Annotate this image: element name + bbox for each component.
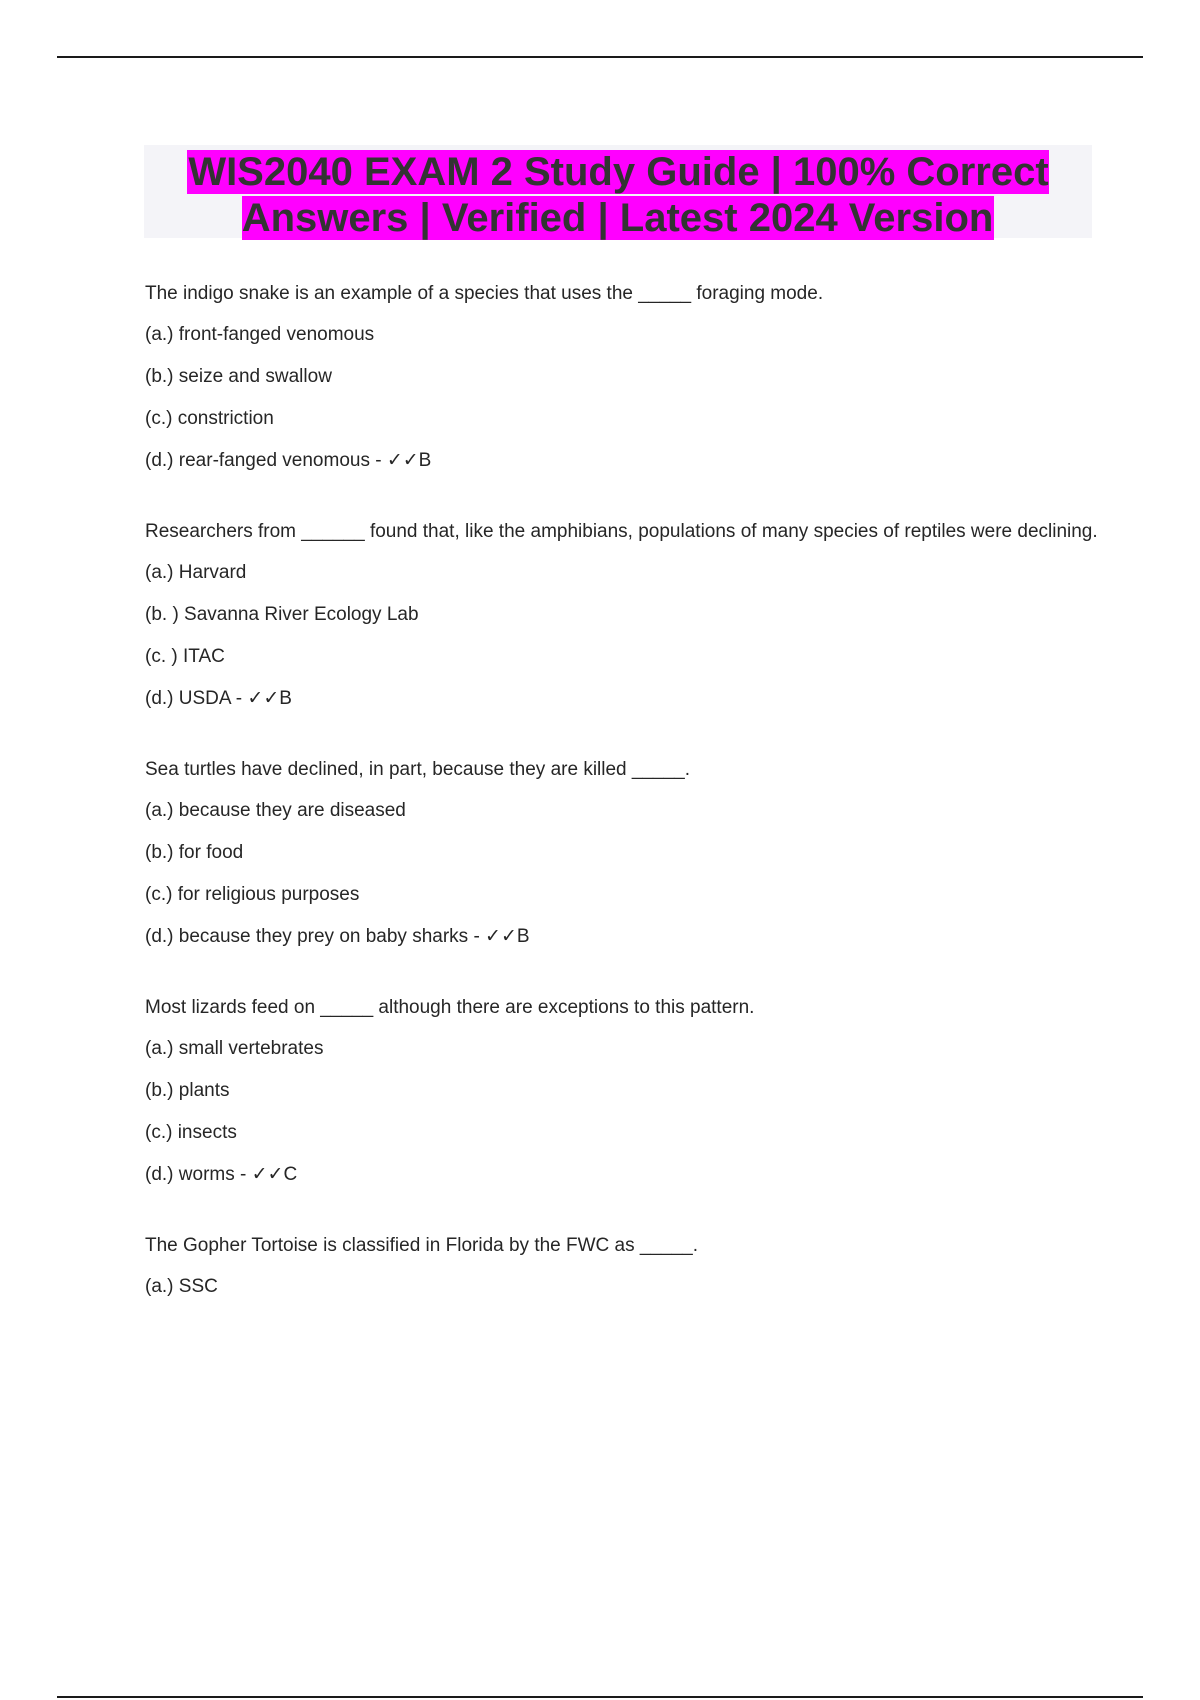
answer-option: (b.) plants bbox=[145, 1080, 230, 1101]
answer-option: (c. ) ITAC bbox=[145, 646, 225, 667]
answer-option: (a.) small vertebrates bbox=[145, 1038, 324, 1059]
question-text: Sea turtles have declined, in part, because they are killed _____. bbox=[145, 759, 691, 780]
answer-option: (b.) for food bbox=[145, 842, 244, 863]
answer-option: (a.) SSC bbox=[145, 1276, 218, 1297]
question-block bbox=[145, 756, 1105, 951]
question-text: The indigo snake is an example of a species that uses the _____ foraging mode. bbox=[145, 283, 824, 304]
question-block bbox=[145, 994, 1105, 1189]
answer-option: (d.) rear-fanged venomous - ✓✓B bbox=[145, 450, 432, 471]
answer-option: (c.) constriction bbox=[145, 408, 274, 429]
answer-option: (d.) because they prey on baby sharks - ✓✓B bbox=[145, 926, 530, 947]
title-banner bbox=[144, 145, 1092, 238]
question-block bbox=[145, 1232, 1105, 1301]
answer-option: (b. ) Savanna River Ecology Lab bbox=[145, 604, 419, 625]
answer-option: (a.) front-fanged venomous bbox=[145, 324, 375, 345]
document-title bbox=[144, 145, 1092, 241]
question-text: The Gopher Tortoise is classified in Florida by the FWC as _____. bbox=[145, 1235, 699, 1256]
bottom-rule bbox=[57, 1696, 1143, 1698]
answer-option: (b.) seize and swallow bbox=[145, 366, 332, 387]
answer-option: (c.) insects bbox=[145, 1122, 237, 1143]
question-text: Most lizards feed on _____ although there are exceptions to this pattern. bbox=[145, 997, 755, 1018]
answer-option: (a.) because they are diseased bbox=[145, 800, 406, 821]
question-block bbox=[145, 518, 1105, 713]
question-block bbox=[145, 280, 1105, 475]
document-title-highlight: WIS2040 EXAM 2 Study Guide | 100% Correct Answers | Verified | Latest 2024 Version bbox=[188, 150, 1049, 240]
top-rule bbox=[57, 56, 1143, 58]
question-text: Researchers from ______ found that, like the amphibians, populations of many species of reptiles were declining. bbox=[145, 521, 1098, 542]
answer-option: (d.) USDA - ✓✓B bbox=[145, 688, 292, 709]
answer-option: (d.) worms - ✓✓C bbox=[145, 1164, 298, 1185]
answer-option: (a.) Harvard bbox=[145, 562, 247, 583]
question-list bbox=[145, 280, 1105, 1344]
answer-option: (c.) for religious purposes bbox=[145, 884, 360, 905]
